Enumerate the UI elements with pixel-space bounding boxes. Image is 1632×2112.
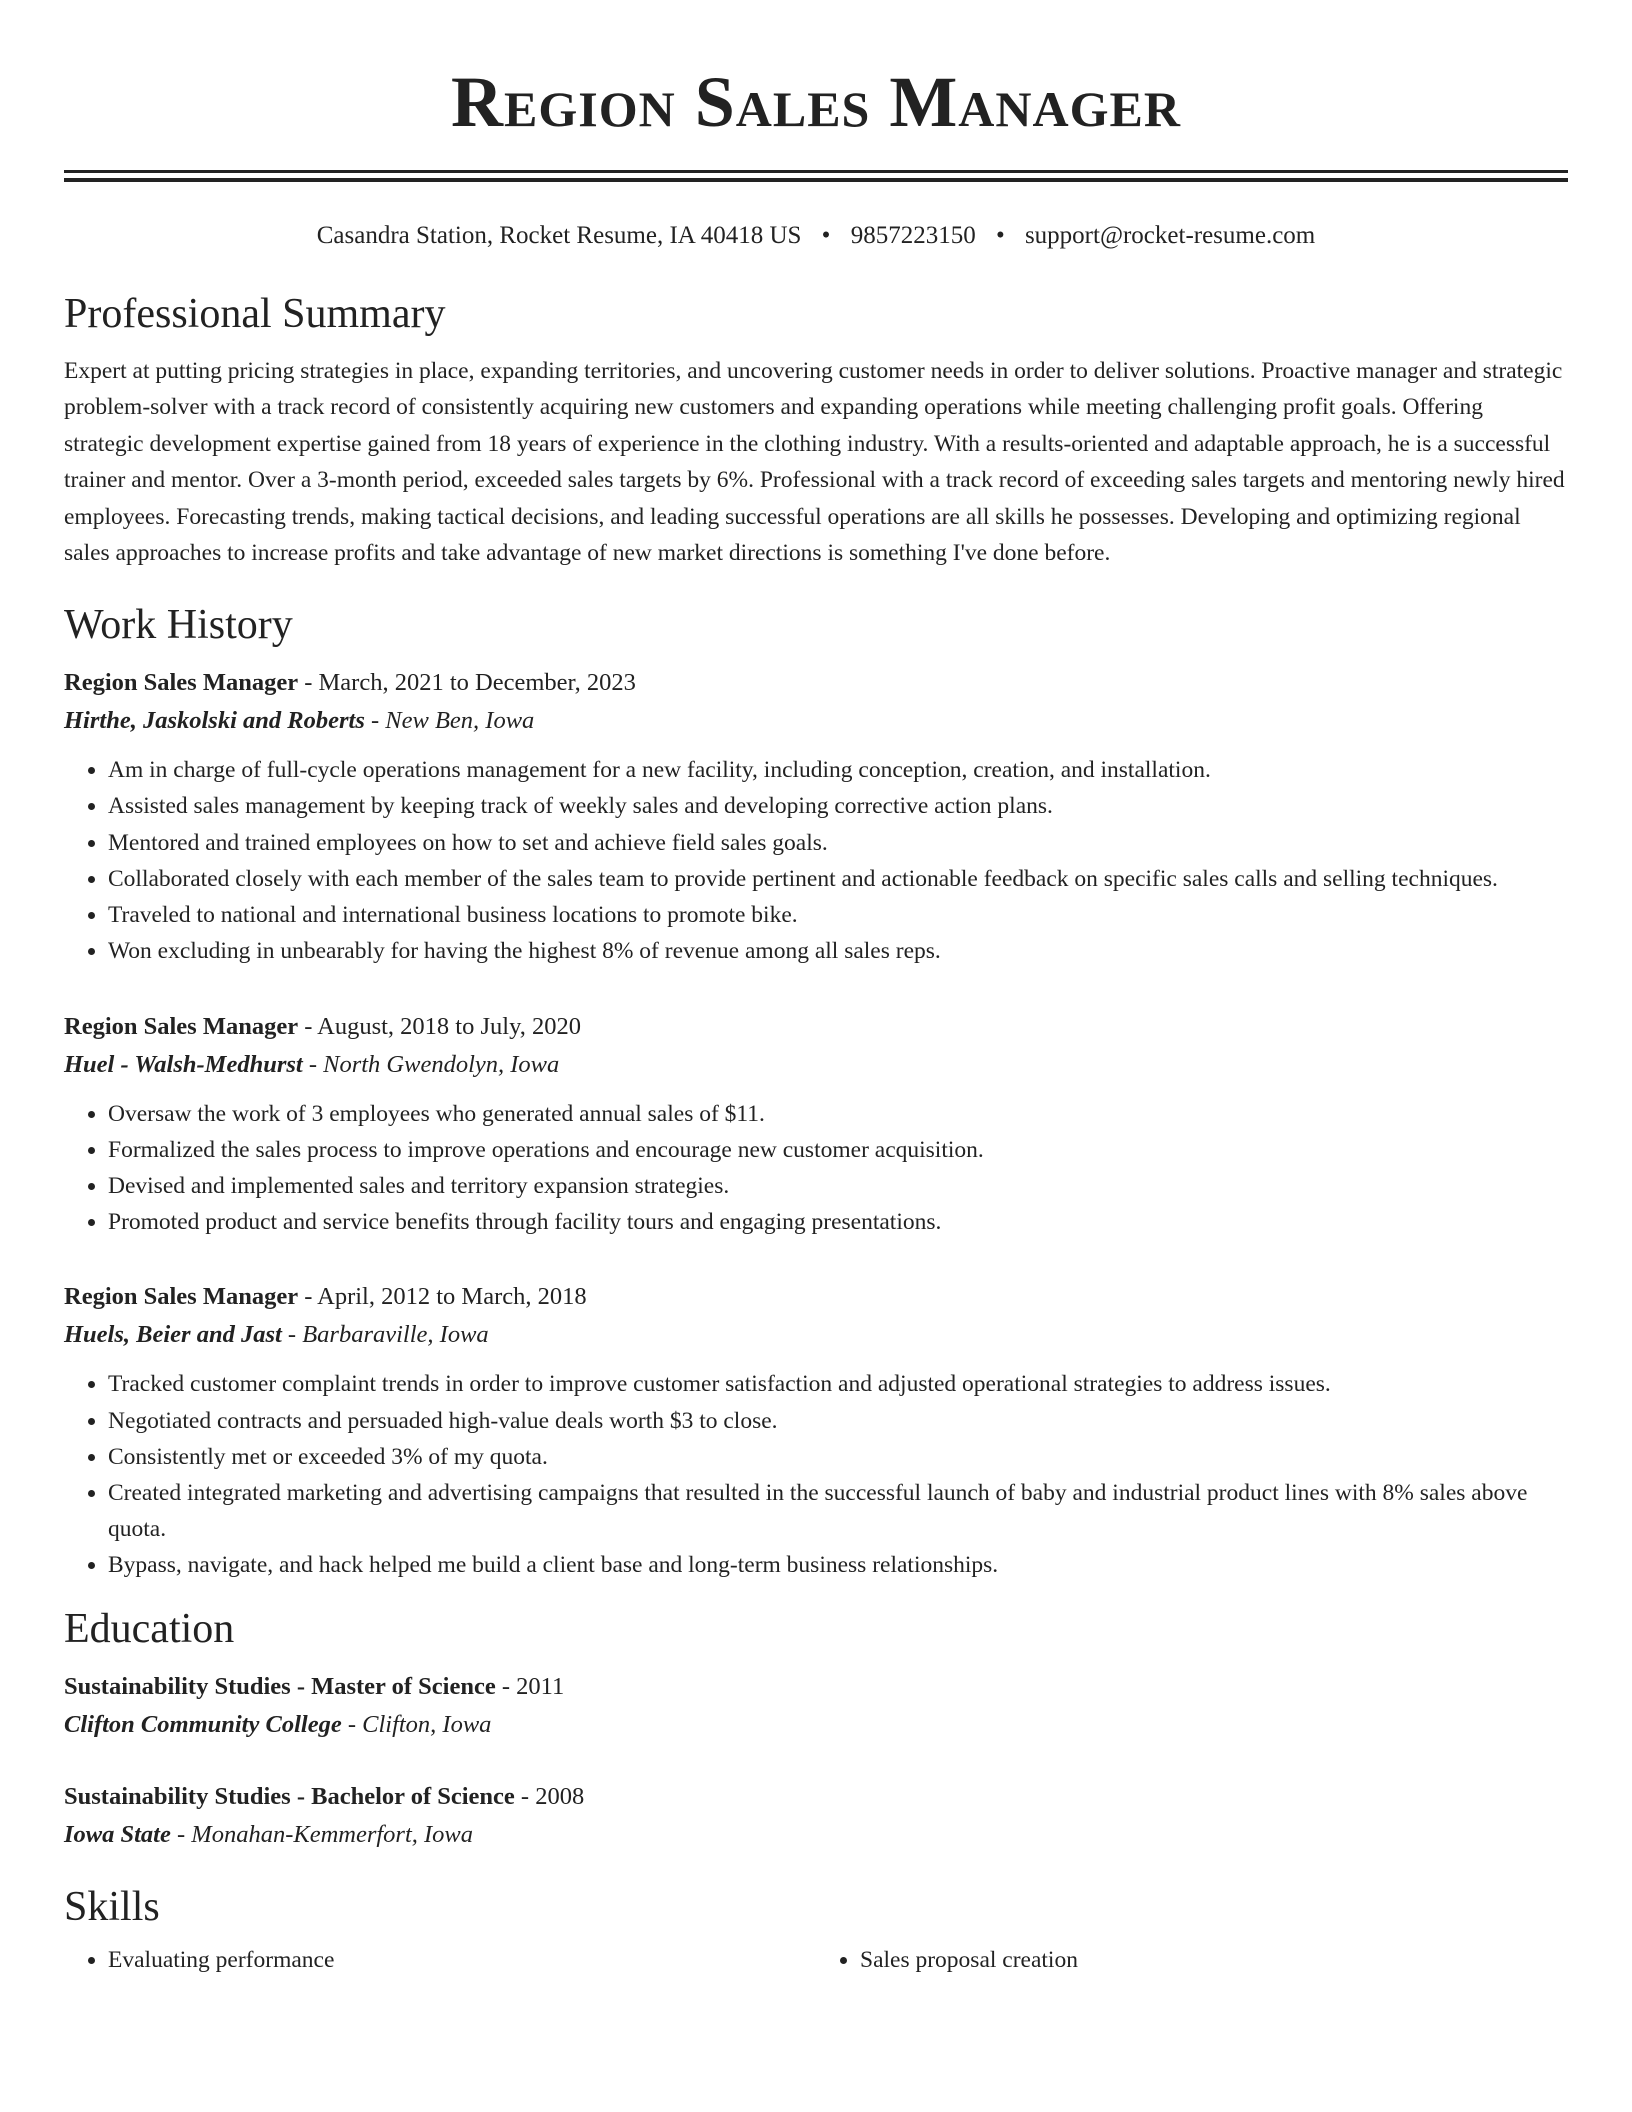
title-divider-thick [64, 178, 1568, 182]
skill-item: • Sales proposal creation [860, 1942, 1568, 1978]
job-bullet: • Mentored and trained employees on how to set and achieve field sales goals. [108, 825, 1568, 861]
job-bullet: • Collaborated closely with each member of the sales team to provide pertinent and actionable feedback on specific sales calls and selling techniques. [108, 861, 1568, 897]
contact-line [64, 220, 1568, 253]
school-location: - Monahan-Kemmerfort, Iowa [170, 1820, 474, 1848]
job-bullet: • Oversaw the work of 3 employees who generated annual sales of $11. [108, 1096, 1568, 1132]
degree-name: Sustainability Studies - Master of Science [64, 1672, 496, 1700]
job-bullet: • Bypass, navigate, and hack helped me build a client base and long-term business relationships. [108, 1547, 1568, 1583]
company-location: - Barbaraville, Iowa [281, 1321, 489, 1349]
contact-address: Casandra Station, Rocket Resume, IA 40418 US [316, 222, 802, 249]
job-bullet: • Created integrated marketing and advertising campaigns that resulted in the successful launch of baby and industrial product lines with 8% sales above quota. [108, 1475, 1568, 1547]
job-title: Region Sales Manager [64, 1012, 299, 1040]
contact-separator: • [821, 222, 831, 249]
summary-heading: Professional Summary [64, 290, 446, 337]
job-dates: - April, 2012 to March, 2018 [298, 1283, 587, 1311]
company-line [64, 702, 1568, 740]
education-heading: Education [64, 1605, 235, 1652]
company-name: Huels, Beier and Jast [64, 1321, 282, 1349]
degree-line [64, 1778, 1568, 1816]
job-bullets [64, 1096, 1568, 1241]
job-bullet: • Traveled to national and international business locations to promote bike. [108, 897, 1568, 933]
degree-line [64, 1668, 1568, 1706]
skills-heading: Skills [64, 1883, 160, 1930]
job-entry [64, 1278, 1568, 1583]
job-bullet: • Promoted product and service benefits through facility tours and engaging presentations. [108, 1204, 1568, 1240]
job-header [64, 1008, 1568, 1046]
summary-text: Expert at putting pricing strategies in place, expanding territories, and uncovering customer needs in order to deliver solutions. Proactive manager and strategic problem-solver with a track record of consistently acquiring new customers and expanding operations while meeting challenging profit goals. Offering strategic development expertise gained from 18 years of experience in the clothing industry. With a results-oriented and adaptable approach, he is a successful trainer and mentor. Over a 3-month period, exceeded sales targets by 6%. Professional with a track record of exceeding sales targets and mentoring newly hired employees. Forecasting trends, making tactical decisions, and leading successful operations are all skills he possesses. Developing and optimizing regional sales approaches to increase profits and take advantage of new market directions is something I've done before. [64, 357, 1565, 567]
job-bullet: • Devised and implemented sales and territory expansion strategies. [108, 1168, 1568, 1204]
job-bullet: • Formalized the sales process to improve operations and encourage new customer acquisition. [108, 1132, 1568, 1168]
degree-name: Sustainability Studies - Bachelor of Science [64, 1782, 515, 1810]
degree-year: - 2011 [495, 1672, 565, 1700]
company-location: - New Ben, Iowa [364, 707, 535, 735]
skill-item: • Evaluating performance [108, 1942, 816, 1978]
contact-phone: 9857223150 [850, 222, 976, 249]
job-entry [64, 664, 1568, 969]
school-location: - Clifton, Iowa [341, 1710, 492, 1738]
job-bullet: • Assisted sales management by keeping track of weekly sales and developing corrective action plans. [108, 788, 1568, 824]
job-header [64, 1278, 1568, 1316]
education-entry [64, 1668, 1568, 1744]
resume-title: Region Sales Manager [451, 62, 1181, 142]
school-name: Iowa State [64, 1820, 171, 1848]
job-bullet: • Consistently met or exceeded 3% of my quota. [108, 1439, 1568, 1475]
job-header [64, 664, 1568, 702]
job-dates: - March, 2021 to December, 2023 [298, 669, 636, 697]
job-bullet: • Tracked customer complaint trends in order to improve customer satisfaction and adjusted operational strategies to address issues. [108, 1366, 1568, 1402]
job-bullets [64, 752, 1568, 969]
school-name: Clifton Community College [64, 1710, 342, 1738]
education-entry [64, 1778, 1568, 1854]
job-bullet: • Am in charge of full-cycle operations management for a new facility, including conception, creation, and installation. [108, 752, 1568, 788]
degree-year: - 2008 [514, 1782, 585, 1810]
job-bullet: • Negotiated contracts and persuaded high-value deals worth $3 to close. [108, 1403, 1568, 1439]
skills-column-left [64, 1942, 816, 1978]
work-history-heading: Work History [64, 601, 293, 648]
skills-list [64, 1942, 1568, 1978]
company-line [64, 1046, 1568, 1084]
school-line [64, 1706, 1568, 1744]
company-location: - North Gwendolyn, Iowa [302, 1050, 560, 1078]
school-line [64, 1816, 1568, 1854]
job-title: Region Sales Manager [64, 669, 299, 697]
company-name: Huel - Walsh-Medhurst [64, 1050, 303, 1078]
job-bullets [64, 1366, 1568, 1583]
company-line [64, 1316, 1568, 1354]
contact-email: support@rocket-resume.com [1024, 222, 1316, 249]
job-bullet: • Won excluding in unbearably for having the highest 8% of revenue among all sales reps. [108, 933, 1568, 969]
skills-column-right [816, 1942, 1568, 1978]
job-dates: - August, 2018 to July, 2020 [298, 1012, 581, 1040]
job-title: Region Sales Manager [64, 1283, 299, 1311]
contact-separator: • [995, 222, 1005, 249]
job-entry [64, 1008, 1568, 1241]
company-name: Hirthe, Jaskolski and Roberts [64, 707, 365, 735]
title-divider-thin [64, 170, 1568, 173]
